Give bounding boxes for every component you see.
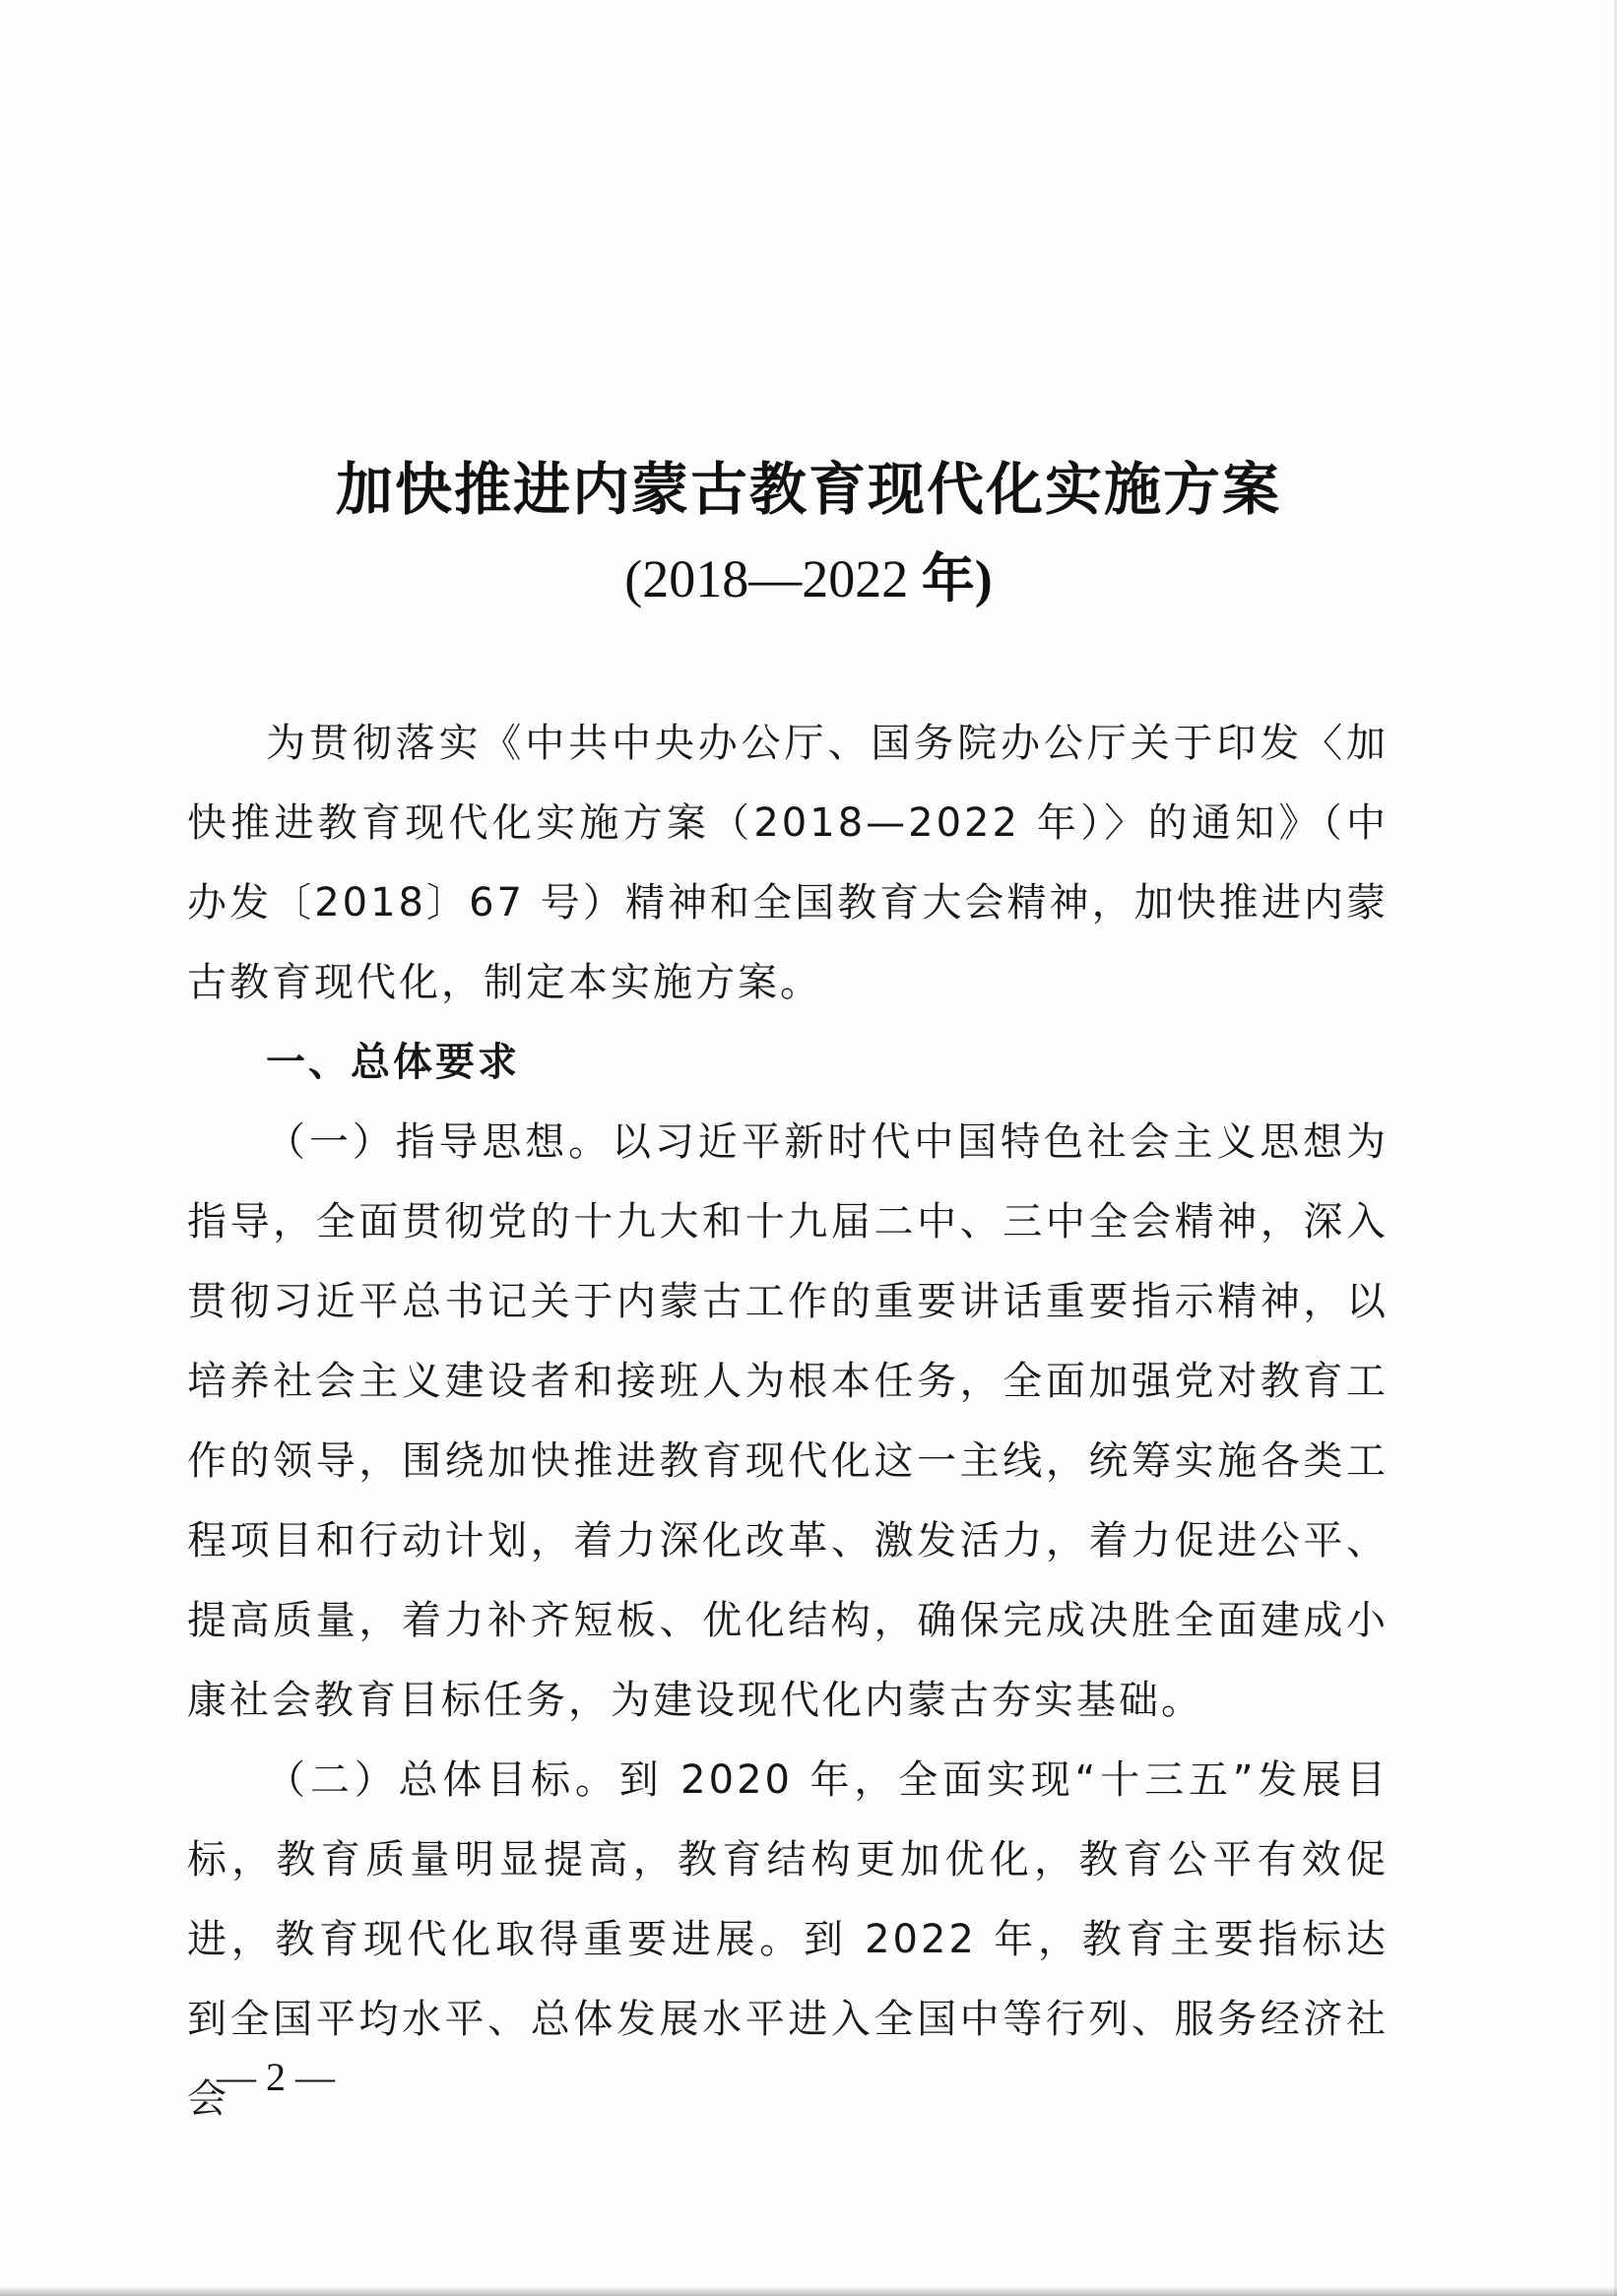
document-title: 加快推进内蒙古教育现代化实施方案 [335, 456, 1281, 523]
intro-paragraph: 为贯彻落实《中共中央办公厅、国务院办公厅关于印发〈加快推进教育现代化实施方案（2018—2022 年）〉的通知》（中办发〔2018〕67 号）精神和全国教育大会精神，加快推进内蒙古教育现代化，制定本实施方案。 [187, 721, 1389, 1005]
overall-goal-paragraph: （二）总体目标。到 2020 年，全面实现“十三五”发展目标，教育质量明显提高，教育结构更加优化，教育公平有效促进，教育现代化取得重要进展。到 2022 年，教育主要指标达到全国平均水平、总体发展水平进入全国中等行列、服务经济社会 [187, 1757, 1389, 2122]
guiding-thought-paragraph: （一）指导思想。以习近平新时代中国特色社会主义思想为指导，全面贯彻党的十九大和十九届二中、三中全会精神，深入贯彻习近平总书记关于内蒙古工作的重要讲话重要指示精神，以培养社会主义建设者和接班人为根本任务，全面加强党对教育工作的领导，围绕加快推进教育现代化这一主线，统筹实施各类工程项目和行动计划，着力深化改革、激发活力，着力促进公平、提高质量，着力补齐短板、优化结构，确保完成决胜全面建成小康社会教育目标任务，为建设现代化内蒙古夯实基础。 [187, 1119, 1389, 1723]
page-number: — 2 — [217, 2055, 335, 2099]
document-body [187, 704, 1389, 2139]
document-subtitle [0, 537, 1617, 612]
subtitle-year-char: 年) [921, 549, 993, 608]
subtitle-years: (2018—2022 [624, 549, 922, 608]
section-heading: 一、总体要求 [266, 1040, 520, 1085]
scan-edge-bottom [0, 2286, 1617, 2296]
